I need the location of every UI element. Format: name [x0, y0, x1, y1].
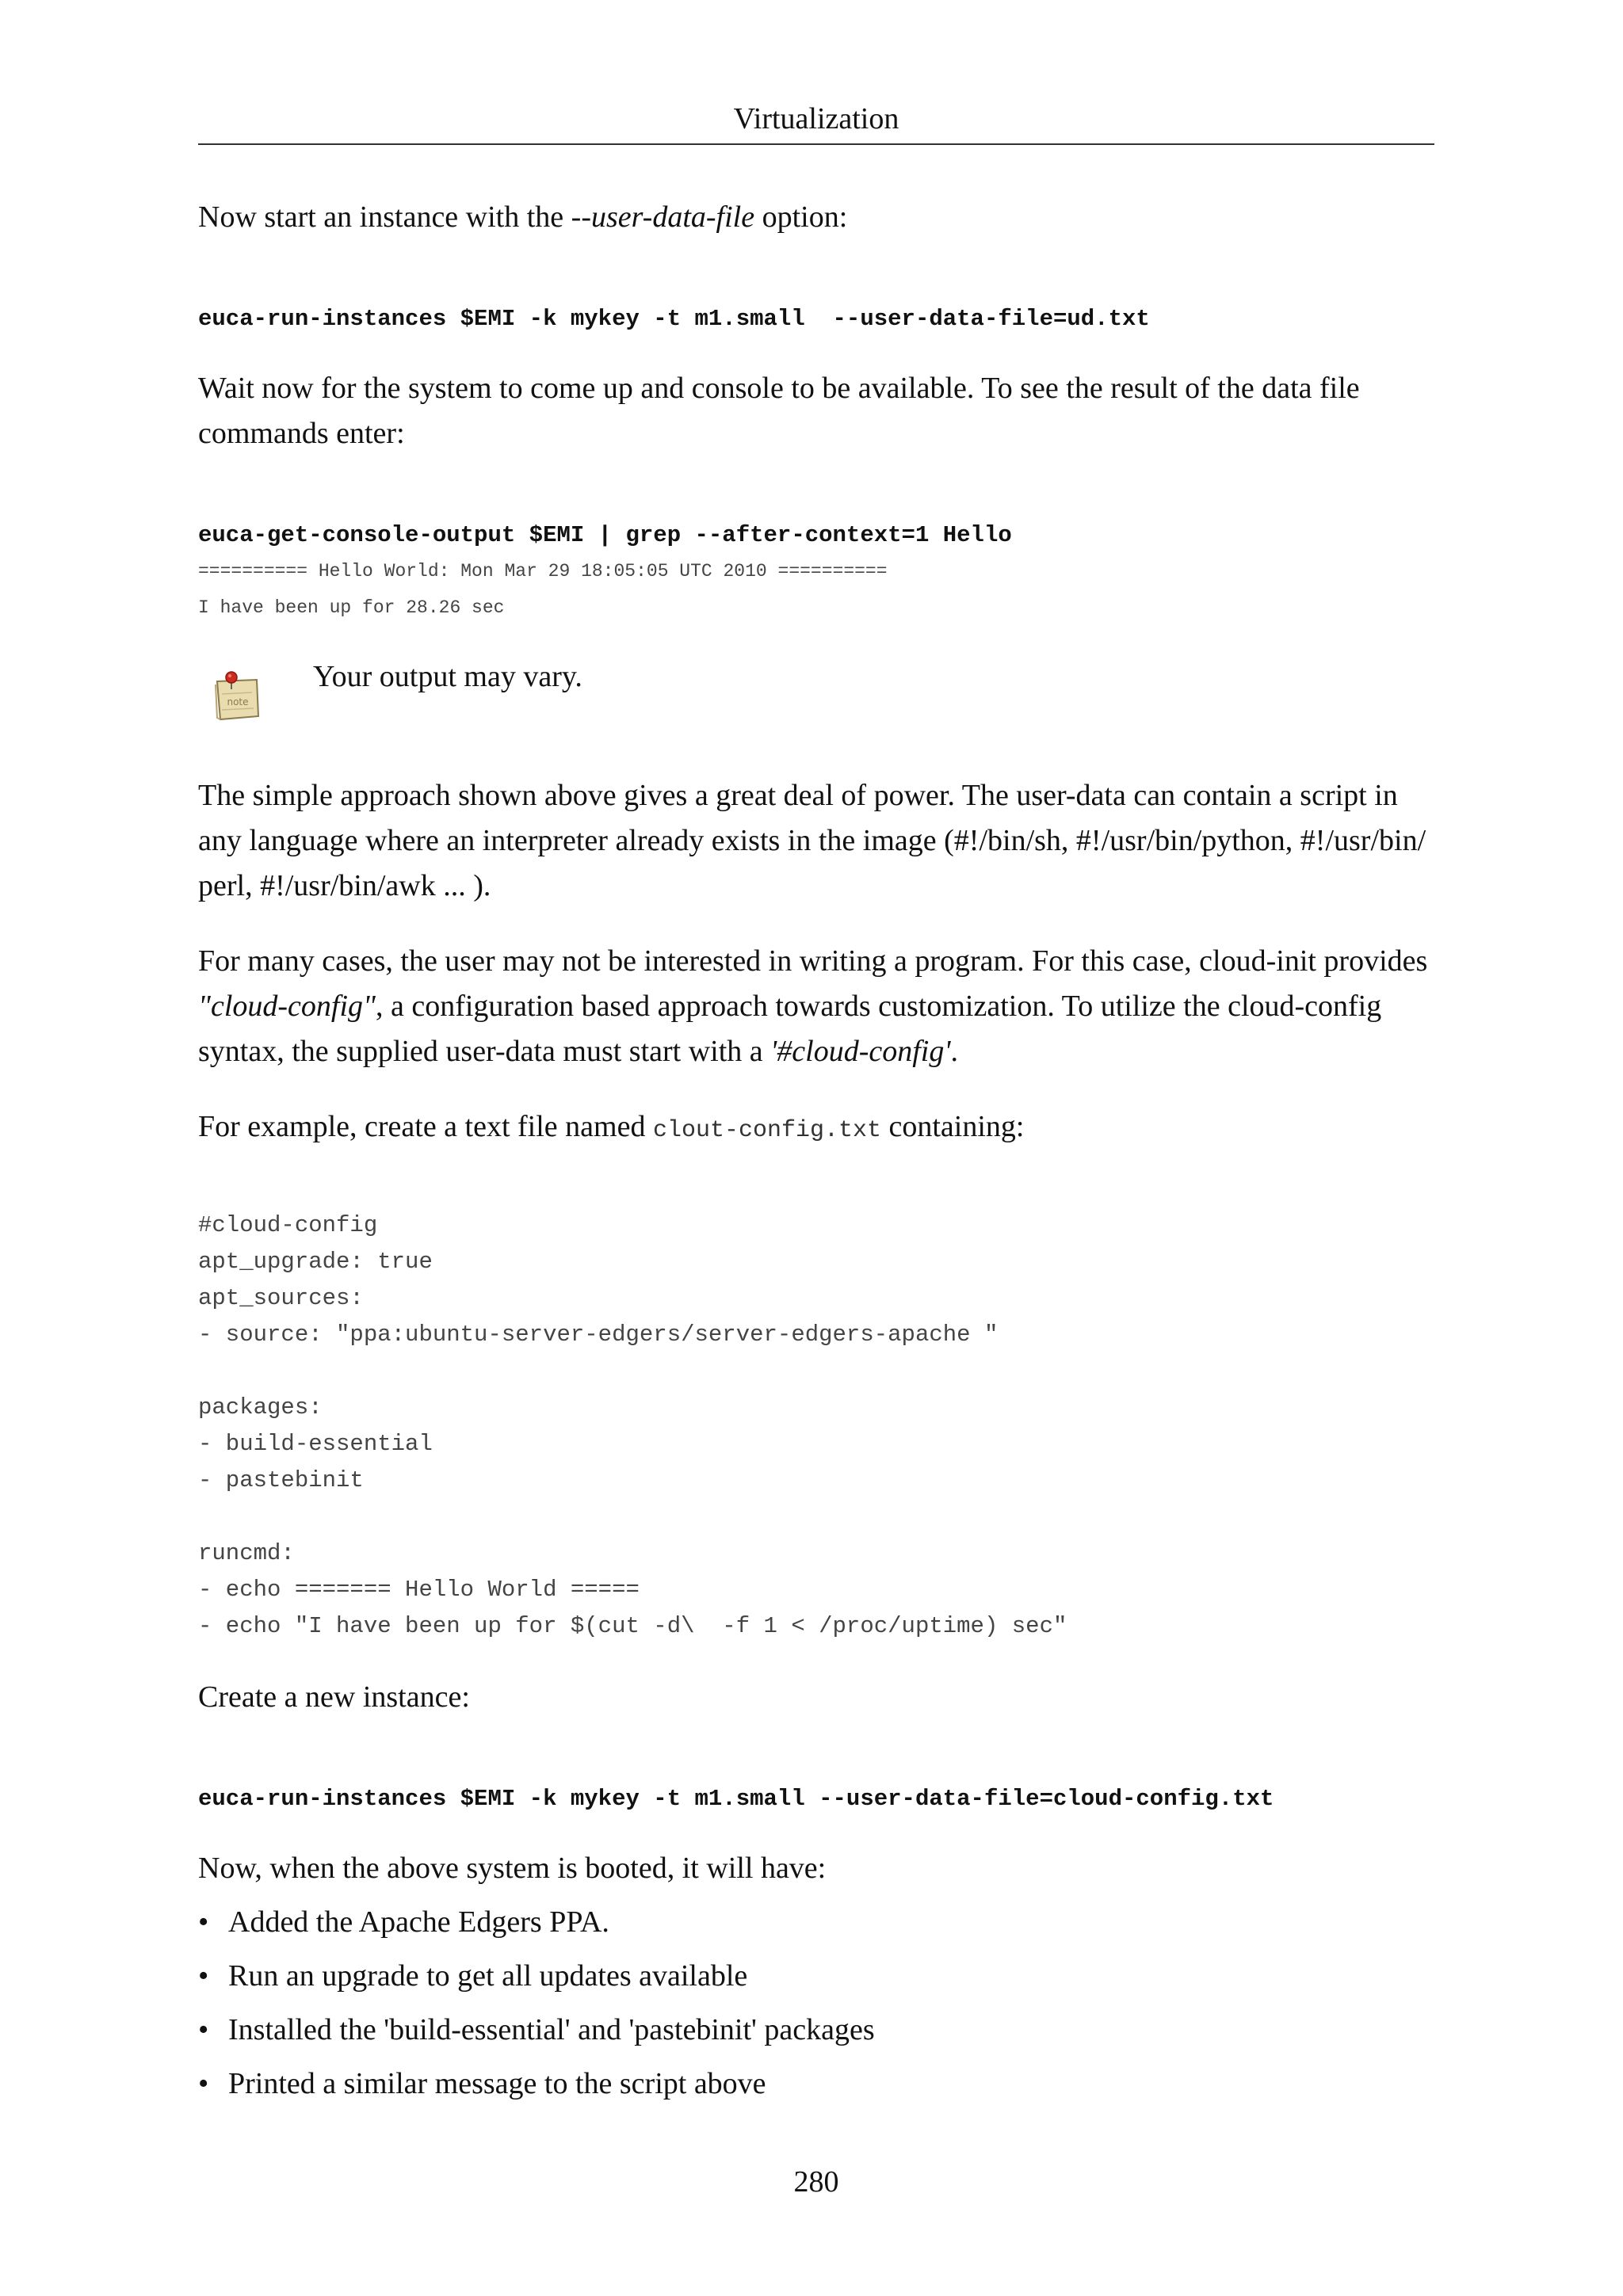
- config-line: - echo "I have been up for $(cut -d\ -f 1 < /proc/uptime) sec": [198, 1613, 1067, 1639]
- config-line: - build-essential: [198, 1431, 433, 1457]
- document-page: [198, 0, 1434, 2296]
- simple-approach-line-1: The simple approach shown above gives a great deal of power. The user-data can contain a script in: [198, 779, 1398, 812]
- config-line: - echo ======= Hello World =====: [198, 1577, 640, 1603]
- cloud-config-line-3-end: .: [950, 1035, 958, 1068]
- command-run-instances-cloud-config: euca-run-instances $EMI -k mykey -t m1.small --user-data-file=cloud-config.txt: [198, 1786, 1274, 1812]
- example-text-end: containing:: [881, 1110, 1025, 1143]
- intro-option-name: --user-data-file: [571, 200, 755, 234]
- note-icon-label: note: [227, 696, 249, 707]
- bullet-marker: •: [198, 1959, 209, 1993]
- cloud-config-paragraph: [198, 939, 1434, 1074]
- wait-paragraph-line-1: Wait now for the system to come up and console to be available. To see the result of the data file: [198, 372, 1360, 405]
- example-text-start: For example, create a text file named: [198, 1110, 653, 1143]
- intro-paragraph: [198, 195, 1434, 240]
- example-paragraph: [198, 1104, 1434, 1154]
- wait-paragraph-line-2: commands enter:: [198, 417, 405, 450]
- config-line: apt_sources:: [198, 1285, 364, 1311]
- config-line: - pastebinit: [198, 1467, 364, 1493]
- command-get-console-output: euca-get-console-output $EMI | grep --after-context=1 Hello: [198, 522, 1012, 548]
- console-output-line-1: ========== Hello World: Mon Mar 29 18:05:05 UTC 2010 ==========: [198, 561, 888, 582]
- example-filename: clout-config.txt: [652, 1117, 881, 1144]
- header-rule: [198, 143, 1434, 145]
- note-icon: [208, 670, 265, 727]
- booted-paragraph: Now, when the above system is booted, it will have:: [198, 1852, 827, 1885]
- simple-approach-line-3: perl, #!/usr/bin/awk ... ).: [198, 869, 491, 902]
- cloud-config-term: "cloud-config": [198, 990, 376, 1023]
- running-header: Virtualization: [733, 102, 899, 135]
- bullet-marker: •: [198, 2013, 209, 2046]
- cloud-config-line-3-start: syntax, the supplied user-data must start with a: [198, 1035, 771, 1068]
- intro-text-end: option:: [754, 200, 848, 234]
- config-line: packages:: [198, 1394, 323, 1421]
- wait-paragraph: [198, 366, 1434, 456]
- cloud-config-line-2-rest: , a configuration based approach towards customization. To utilize the cloud-config: [375, 990, 1382, 1023]
- bullet-marker: •: [198, 2067, 209, 2100]
- create-instance-paragraph: Create a new instance:: [198, 1680, 470, 1714]
- config-line: - source: "ppa:ubuntu-server-edgers/server-edgers-apache ": [198, 1322, 999, 1348]
- list-item-text: Printed a similar message to the script above: [228, 2067, 766, 2100]
- simple-approach-paragraph: [198, 773, 1434, 909]
- list-item-text: Added the Apache Edgers PPA.: [228, 1905, 609, 1939]
- config-line: #cloud-config: [198, 1212, 378, 1238]
- command-run-instances-ud: euca-run-instances $EMI -k mykey -t m1.small --user-data-file=ud.txt: [198, 306, 1150, 332]
- cloud-config-line-1: For many cases, the user may not be interested in writing a program. For this case, cloud-init provides: [198, 944, 1428, 978]
- list-item-text: Installed the 'build-essential' and 'pastebinit' packages: [228, 2013, 875, 2046]
- config-line: apt_upgrade: true: [198, 1249, 433, 1275]
- console-output-line-2: I have been up for 28.26 sec: [198, 597, 505, 618]
- bullet-marker: •: [198, 1905, 209, 1939]
- page-number: 280: [793, 2165, 839, 2199]
- intro-text-start: Now start an instance with the: [198, 200, 571, 234]
- cloud-config-header-term: '#cloud-config': [770, 1035, 951, 1068]
- list-item-text: Run an upgrade to get all updates available: [228, 1959, 748, 1993]
- simple-approach-line-2: any language where an interpreter already exists in the image (#!/bin/sh, #!/usr/bin/python, #!/usr/bin/: [198, 824, 1426, 857]
- note-text: Your output may vary.: [313, 660, 582, 693]
- config-line: runcmd:: [198, 1540, 295, 1566]
